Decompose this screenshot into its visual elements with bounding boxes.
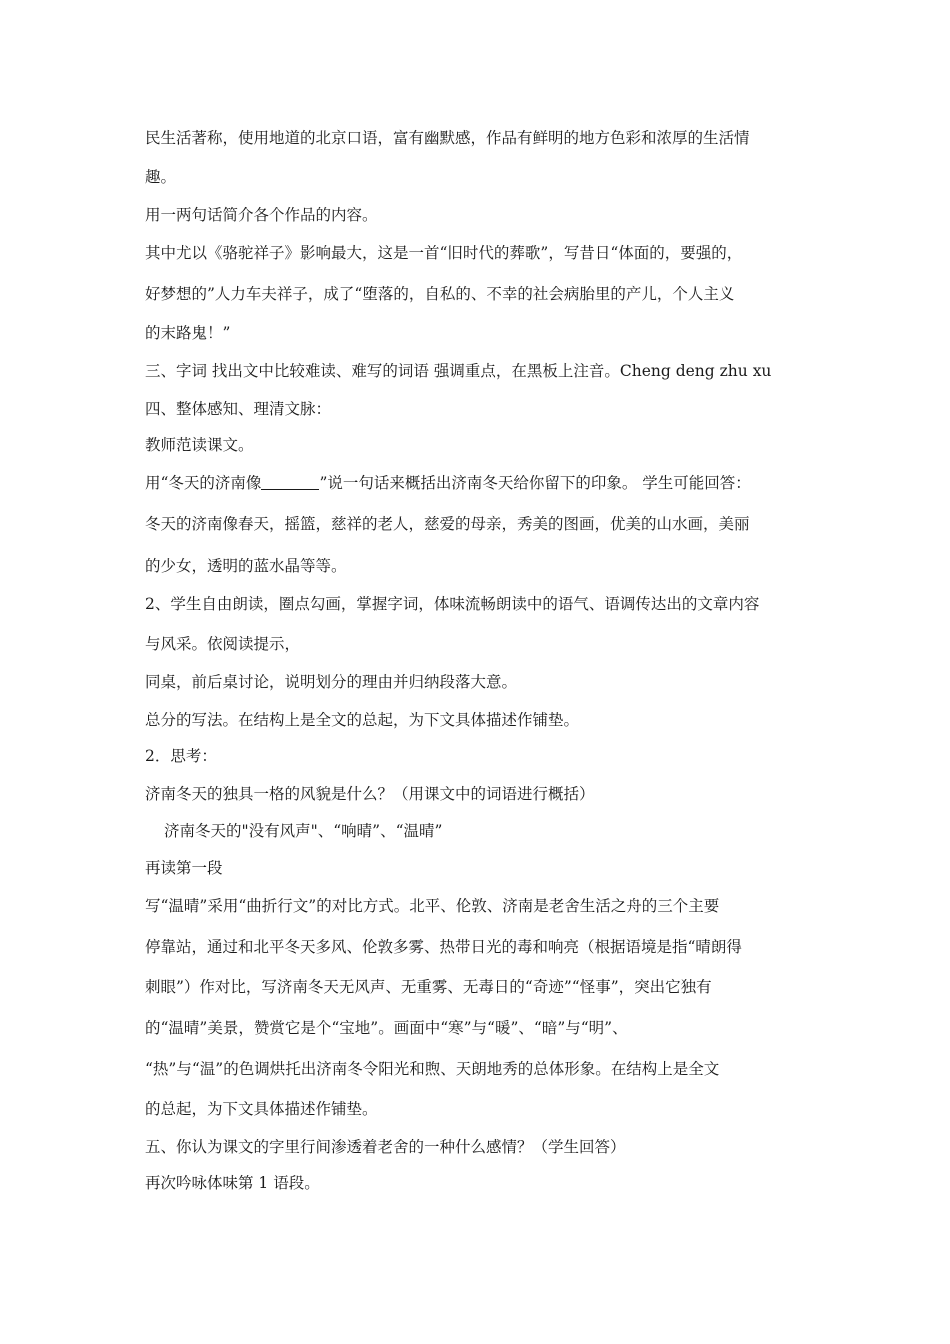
text-line: 停靠站，通过和北平冬天多风、伦敦多雾、热带日光的毒和响亮（根据语境是指“晴朗得 bbox=[145, 938, 742, 956]
prompt-text-before: 用“冬天的济南像 bbox=[145, 474, 262, 492]
text-line: 的末路鬼！” bbox=[145, 324, 231, 342]
fill-in-blank bbox=[261, 475, 319, 490]
text-line: “热”与“温”的色调烘托出济南冬令阳光和煦、天朗地秀的总体形象。在结构上是全文 bbox=[145, 1060, 720, 1078]
text-line: 济南冬天的独具一格的风貌是什么？（用课文中的词语进行概括） bbox=[145, 785, 595, 803]
text-line: 再次吟咏体味第 1 语段。 bbox=[145, 1174, 320, 1192]
text-line: 写“温晴”采用“曲折行文”的对比方式。北平、伦敦、济南是老舍生活之舟的三个主要 bbox=[145, 897, 720, 915]
text-line: 同桌，前后桌讨论，说明划分的理由并归纳段落大意。 bbox=[145, 673, 518, 691]
text-line: 五、你认为课文的字里行间渗透着老舍的一种什么感情？（学生回答） bbox=[145, 1138, 626, 1156]
text-line: 济南冬天的"没有风声"、“响晴”、“温晴” bbox=[164, 822, 443, 840]
text-line: 好梦想的”人力车夫祥子，成了“堕落的，自私的、不幸的社会病胎里的产儿，个人主义 bbox=[145, 285, 735, 303]
text-line: 2、学生自由朗读，圈点勾画，掌握字词，体味流畅朗读中的语气、语调传达出的文章内容 bbox=[145, 595, 760, 613]
text-line: 再读第一段 bbox=[145, 859, 223, 877]
text-line: 的少女，透明的蓝水晶等等。 bbox=[145, 557, 347, 575]
text-line: 民生活著称，使用地道的北京口语，富有幽默感，作品有鲜明的地方色彩和浓厚的生活情 bbox=[145, 129, 750, 147]
text-line: 的“温晴”美景，赞赏它是个“宝地”。画面中“寒”与“暖”、“暗”与“明”、 bbox=[145, 1019, 628, 1037]
text-line: 2．思考： bbox=[145, 747, 217, 765]
text-line: 教师范读课文。 bbox=[145, 436, 254, 454]
prompt-line bbox=[145, 473, 751, 493]
text-line: 与风采。依阅读提示， bbox=[145, 635, 301, 653]
text-line: 冬天的济南像春天，摇篮，慈祥的老人，慈爱的母亲，秀美的图画，优美的山水画，美丽 bbox=[145, 515, 750, 533]
text-line: 趣。 bbox=[145, 168, 177, 186]
text-line: 的总起，为下文具体描述作铺垫。 bbox=[145, 1100, 378, 1118]
text-line: 三、字词 找出文中比较难读、难写的词语 强调重点，在黑板上注音。Cheng deng zhu xu bbox=[145, 362, 772, 380]
text-line: 其中尤以《骆驼祥子》影响最大，这是一首“旧时代的葬歌”，写昔日“体面的，要强的， bbox=[145, 244, 743, 262]
text-line: 用一两句话简介各个作品的内容。 bbox=[145, 206, 378, 224]
prompt-text-after: ”说一句话来概括出济南冬天给你留下的印象。 学生可能回答： bbox=[319, 474, 751, 492]
text-line: 总分的写法。在结构上是全文的总起，为下文具体描述作铺垫。 bbox=[145, 711, 580, 729]
text-line: 四、整体感知、理清文脉： bbox=[145, 400, 332, 418]
text-line: 刺眼”）作对比，写济南冬天无风声、无重雾、无毒日的“奇迹”“怪事”，突出它独有 bbox=[145, 978, 712, 996]
